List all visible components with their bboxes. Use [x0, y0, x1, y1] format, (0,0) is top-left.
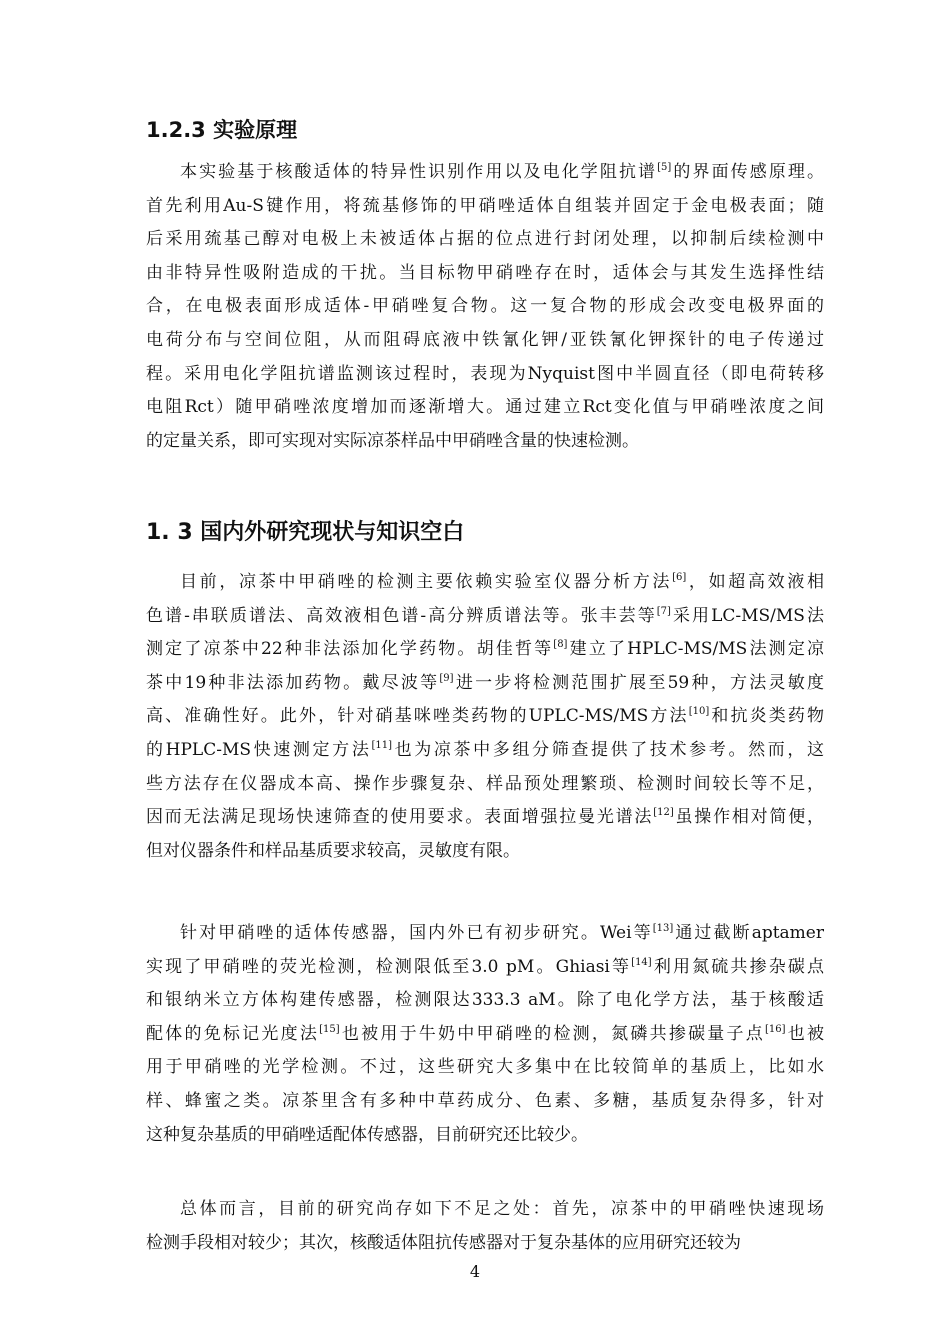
text-run: 也为凉茶中多组分筛查提供了技术参考。然而，这 [391, 739, 824, 760]
text-line [146, 768, 824, 802]
text-run: 虽操作相对简便， [673, 807, 825, 828]
citation-mark: [6] [672, 572, 687, 583]
text-run: 后采用巯基己醇对电极上未被适体占据的位点进行封闭处理，以抑制后续检测中 [146, 229, 824, 250]
text-line [146, 700, 824, 734]
citation-mark: [15] [319, 1023, 340, 1035]
text-run: 由非特异性吸附造成的干扰。当目标物甲硝唑存在时，适体会与其发生选择性结 [146, 262, 824, 283]
text-line [146, 190, 824, 224]
text-run: 建立了HPLC-MS/MS法测定凉 [567, 639, 824, 660]
text-line [146, 1051, 824, 1085]
text-run: 也被 [785, 1023, 825, 1044]
text-run: 配体的免标记光度法 [146, 1023, 320, 1044]
text-run: 合，在电极表面形成适体-甲硝唑复合物。这一复合物的形成会改变电极界面的 [146, 296, 824, 317]
text-run: ，如超高效液相 [686, 572, 825, 592]
text-line [146, 951, 824, 985]
text-line [146, 223, 824, 257]
text-run: 和抗炎类药物 [709, 706, 825, 727]
text-run: 总体而言，目前的研究尚存如下不足之处：首先，凉茶中的甲硝唑快速现场 [180, 1199, 824, 1219]
text-line [146, 1193, 824, 1227]
citation-mark: [11] [371, 739, 392, 751]
text-run: 实现了甲硝唑的荧光检测，检测限低至3.0 pM。Ghiasi等 [146, 956, 632, 977]
text-run: 采用LC-MS/MS法 [670, 605, 824, 626]
text-line [146, 1018, 824, 1052]
text-line [146, 600, 824, 634]
citation-mark: [10] [688, 706, 710, 718]
text-line [146, 917, 824, 951]
section-heading-1-3: 1. 3 国内外研究现状与知识空白 [146, 520, 465, 545]
text-line [146, 391, 824, 425]
text-run: 电荷分布与空间位阻，从而阻碍底液中铁氰化钾/亚铁氰化钾探针的电子传递过 [146, 329, 824, 350]
text-run: 也被用于牛奶中甲硝唑的检测，氮磷共掺碳量子点 [339, 1023, 766, 1044]
text-run: 样、蜂蜜之类。凉茶里含有多种中草药成分、色素、多糖，基质复杂得多，针对 [146, 1090, 824, 1111]
text-line [146, 667, 824, 701]
text-run: 这种复杂基质的甲硝唑适配体传感器，目前研究还比较少。 [146, 1124, 588, 1145]
citation-mark: [13] [652, 923, 674, 934]
text-line [146, 633, 824, 667]
text-line [146, 358, 824, 392]
paragraph-aptasensor-research [146, 917, 824, 1152]
text-run: 的HPLC-MS快速测定方法 [146, 739, 372, 760]
text-run: 和银纳米立方体构建传感器，检测限达333.3 aM。除了电化学方法，基于核酸适 [146, 990, 824, 1011]
text-run: 程。采用电化学阻抗谱监测该过程时，表现为Nyquist图中半圆直径（即电荷转移 [146, 363, 824, 384]
citation-mark: [5] [657, 162, 672, 173]
text-run: 的界面传感原理。 [671, 162, 825, 182]
text-line [146, 156, 824, 190]
text-run: 些方法存在仪器成本高、操作步骤复杂、样品预处理繁琐、检测时间较长等不足， [146, 773, 824, 794]
text-line [146, 566, 824, 600]
text-line [146, 1119, 824, 1153]
text-run: 首先利用Au-S键作用，将巯基修饰的甲硝唑适体自组装并固定于金电极表面；随 [146, 195, 824, 216]
text-run: 进一步将检测范围扩展至59种，方法灵敏度 [453, 672, 824, 693]
citation-mark: [16] [765, 1023, 786, 1035]
text-run: 因而无法满足现场快速筛查的使用要求。表面增强拉曼光谱法 [146, 807, 654, 828]
text-line [146, 257, 824, 291]
citation-mark: [8] [553, 639, 568, 651]
text-line [146, 1227, 824, 1261]
text-line [146, 984, 824, 1018]
citation-mark: [7] [656, 605, 671, 617]
citation-mark: [12] [653, 807, 674, 819]
paragraph-experiment-principle [146, 156, 824, 458]
text-line [146, 1085, 824, 1119]
text-run: 本实验基于核酸适体的特异性识别作用以及电化学阻抗谱 [180, 162, 658, 182]
text-run: 针对甲硝唑的适体传感器，国内外已有初步研究。Wei等 [180, 923, 653, 943]
text-run: 高、准确性好。此外，针对硝基咪唑类药物的UPLC-MS/MS方法 [146, 706, 689, 727]
text-run: 利用氮硫共掺杂碳点 [651, 956, 825, 977]
text-line [146, 425, 824, 459]
text-line [146, 801, 824, 835]
citation-mark: [14] [631, 956, 652, 968]
text-run: 测定了凉茶中22种非法添加化学药物。胡佳哲等 [146, 639, 554, 660]
text-run: 的定量关系，即可实现对实际凉茶样品中甲硝唑含量的快速检测。 [146, 430, 639, 451]
text-line [146, 324, 824, 358]
text-run: 用于甲硝唑的光学检测。不过，这些研究大多集中在比较简单的基质上，比如水 [146, 1057, 824, 1078]
paragraph-summary-gaps [146, 1193, 824, 1260]
citation-mark: [9] [439, 672, 454, 684]
text-line [146, 835, 824, 869]
text-run: 检测手段相对较少；其次，核酸适体阻抗传感器对于复杂基体的应用研究还较为 [146, 1232, 741, 1253]
page-number: 4 [469, 1262, 481, 1281]
text-run: 色谱-串联质谱法、高效液相色谱-高分辨质谱法等。张丰芸等 [146, 605, 657, 626]
text-run: 但对仪器条件和样品基质要求较高，灵敏度有限。 [146, 840, 520, 861]
text-line [146, 734, 824, 768]
text-run: 通过截断aptamer [673, 923, 824, 943]
section-heading-1-2-3: 1.2.3 实验原理 [146, 118, 298, 142]
text-line [146, 290, 824, 324]
text-run: 目前，凉茶中甲硝唑的检测主要依赖实验室仪器分析方法 [180, 572, 673, 592]
text-run: 茶中19种非法添加药物。戴尽波等 [146, 672, 440, 693]
text-run: 电阻Rct）随甲硝唑浓度增加而逐渐增大。通过建立Rct变化值与甲硝唑浓度之间 [146, 397, 824, 418]
paragraph-detection-methods [146, 566, 824, 868]
